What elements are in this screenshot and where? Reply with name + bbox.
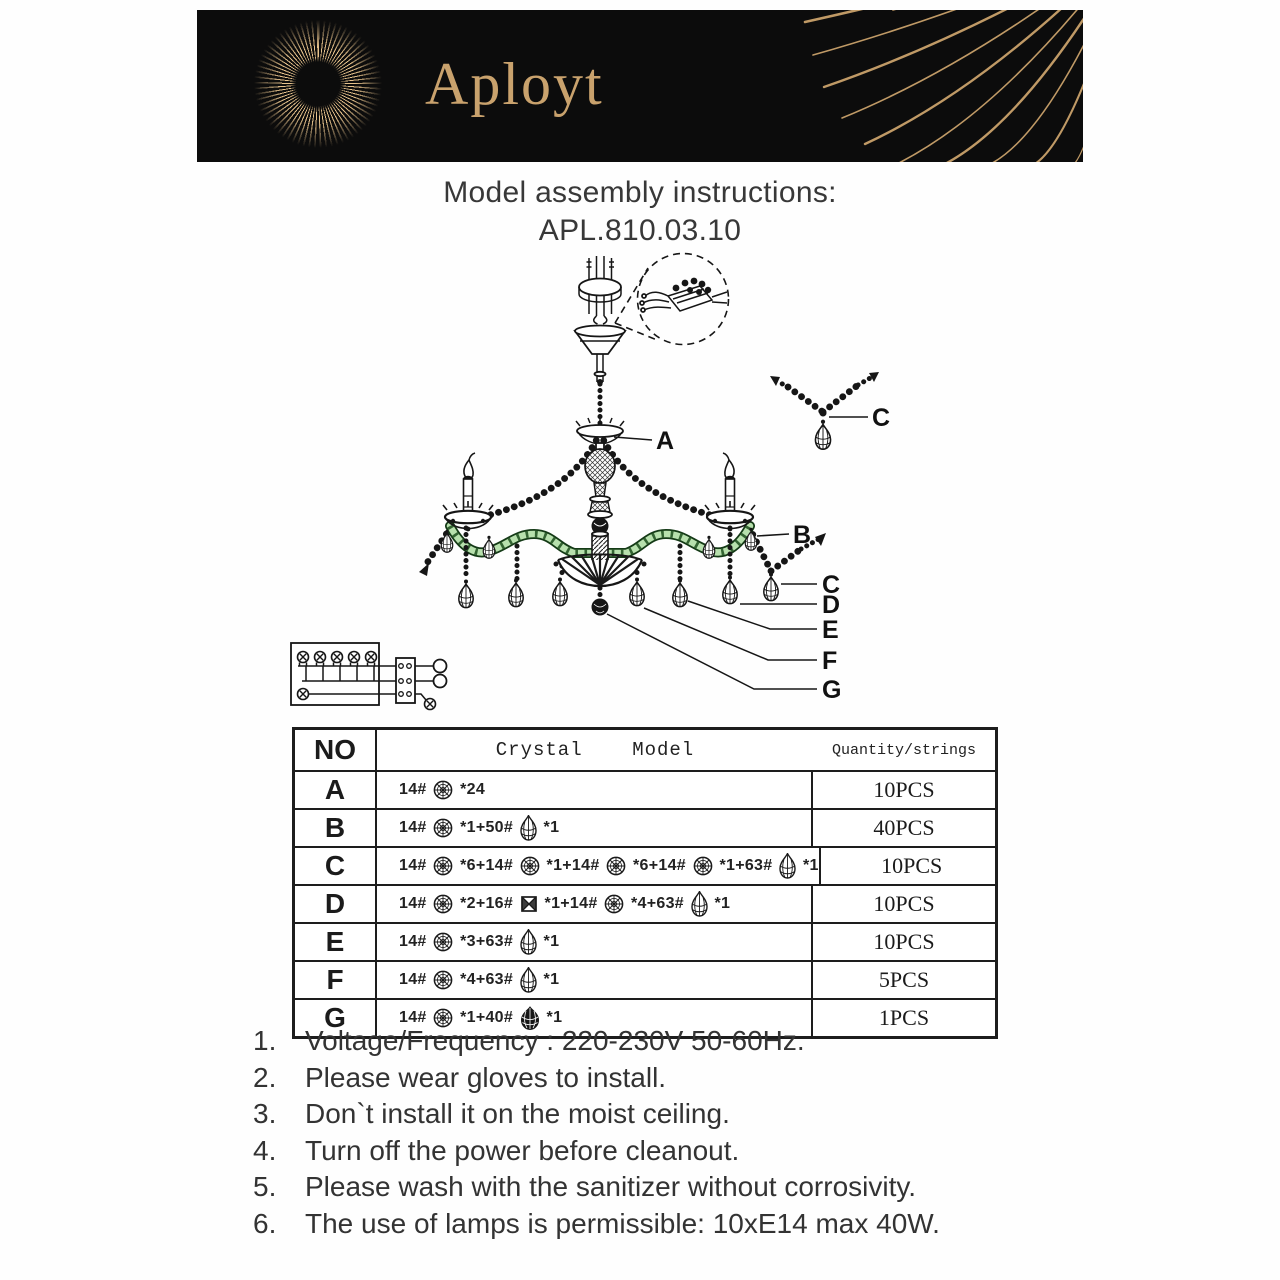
instruction-text: Turn off the power before cleanout. <box>305 1134 740 1166</box>
brand-banner <box>197 10 1083 162</box>
round-bead-icon <box>431 970 455 990</box>
quantity-cell: 1PCS <box>878 1005 930 1030</box>
model-text: *1+40# <box>455 1009 518 1026</box>
table-header-row <box>295 730 995 770</box>
right-arm-candle <box>705 453 755 531</box>
model-text: *1+63# <box>714 857 778 874</box>
row-letter: B <box>295 810 377 846</box>
canopy <box>575 326 625 355</box>
model-text: 14# <box>399 1009 432 1026</box>
instruction-number: 6. <box>253 1207 277 1239</box>
instruction-text: Don`t install it on the moist ceiling. <box>305 1098 730 1130</box>
round-bead-icon <box>691 856 715 876</box>
model-text: *2+16# <box>455 895 518 912</box>
model-text: 14# <box>399 781 432 798</box>
model-text: *4+63# <box>626 895 689 912</box>
crystal-table <box>292 727 998 1039</box>
instruction-item <box>253 1060 1073 1097</box>
page-title: Model assembly instructions: <box>443 176 837 209</box>
label-c: C <box>822 571 841 599</box>
center-column <box>554 416 647 616</box>
row-letter: C <box>295 848 377 884</box>
label-e: E <box>822 616 839 644</box>
crystal-model-cell <box>377 886 813 922</box>
table-row <box>295 846 995 884</box>
model-text: *1 <box>538 971 560 988</box>
model-text: *6+14# <box>455 857 518 874</box>
table-row <box>295 770 995 808</box>
model-text: *1 <box>538 933 560 950</box>
instruction-list <box>253 1023 1073 1242</box>
model-number: APL.810.03.10 <box>538 214 742 247</box>
label-b: B <box>793 521 812 549</box>
table-row <box>295 808 995 846</box>
round-bead-icon <box>604 856 628 876</box>
instruction-item <box>253 1206 1073 1243</box>
model-text: *1 <box>538 819 560 836</box>
bead-swag-left <box>470 433 600 520</box>
instruction-item <box>253 1096 1073 1133</box>
left-arm-candle <box>443 453 493 531</box>
quantity-cell: 10PCS <box>881 853 943 878</box>
instruction-number: 5. <box>253 1171 277 1203</box>
instruction-item <box>253 1169 1073 1206</box>
suspension-rod <box>595 354 606 385</box>
quantity-cell: 40PCS <box>873 815 935 840</box>
quantity-cell: 10PCS <box>873 891 935 916</box>
brand-wordmark: Aployt <box>425 51 604 117</box>
quantity-cell: 5PCS <box>878 967 930 992</box>
instruction-text: Please wash with the sanitizer without corrosivity. <box>305 1171 917 1203</box>
instruction-number: 4. <box>253 1134 277 1166</box>
model-text: *3+63# <box>455 933 518 950</box>
model-text: *6+14# <box>628 857 691 874</box>
model-text: 14# <box>399 857 432 874</box>
model-text: 14# <box>399 895 432 912</box>
row-letter: D <box>295 886 377 922</box>
title-block <box>0 174 1280 250</box>
instruction-text: Voltage/Frequency : 220-230V 50-60Hz. <box>305 1025 805 1057</box>
round-bead-icon <box>518 856 542 876</box>
wiring-detail-circle <box>615 254 729 345</box>
row-letter: A <box>295 772 377 808</box>
model-text: 14# <box>399 933 432 950</box>
wiring-schematic <box>291 643 447 710</box>
instruction-item <box>253 1023 1073 1060</box>
model-text: *1+14# <box>539 895 603 912</box>
teardrop-crystal-icon <box>518 967 539 993</box>
teardrop-crystal-icon <box>689 891 710 917</box>
quantity-cell: 10PCS <box>873 929 935 954</box>
assembly-diagram <box>280 248 920 726</box>
round-bead-icon <box>431 932 455 952</box>
crystal-model-cell <box>377 772 813 808</box>
table-row <box>295 960 995 998</box>
instruction-text: Please wear gloves to install. <box>305 1061 667 1093</box>
crystal-model-cell <box>377 848 821 884</box>
crystal-model-cell <box>377 924 813 960</box>
round-bead-icon <box>431 780 455 800</box>
ceiling-bracket <box>579 256 621 324</box>
row-letter: F <box>295 962 377 998</box>
instruction-item <box>253 1133 1073 1170</box>
label-c-detail: C <box>872 404 891 432</box>
model-text: 14# <box>399 971 432 988</box>
label-d: D <box>822 591 841 619</box>
round-bead-icon <box>431 818 455 838</box>
table-row <box>295 884 995 922</box>
decorative-rays-icon <box>623 10 1083 162</box>
teardrop-crystal-icon <box>518 929 539 955</box>
label-a: A <box>656 427 675 455</box>
quantity-cell: 10PCS <box>873 777 935 802</box>
row-letter: E <box>295 924 377 960</box>
model-text: 14# <box>399 819 432 836</box>
crystal-model-cell <box>377 810 813 846</box>
instruction-number: 1. <box>253 1025 277 1057</box>
round-bead-icon <box>431 894 455 914</box>
model-text: *1 <box>541 1009 563 1026</box>
model-text: *1+50# <box>455 819 518 836</box>
teardrop-crystal-icon <box>518 815 539 841</box>
instruction-number: 2. <box>253 1061 277 1093</box>
table-row <box>295 922 995 960</box>
round-bead-icon <box>431 856 455 876</box>
instruction-text: The use of lamps is permissible: 10xE14 max 40W. <box>305 1207 940 1239</box>
instruction-number: 3. <box>253 1098 277 1130</box>
column-header-no: NO <box>295 730 377 770</box>
label-f: F <box>822 647 838 675</box>
model-text: *24 <box>455 781 486 798</box>
column-header-quantity: Quantity/strings <box>831 741 977 759</box>
crystal-model-cell <box>377 962 813 998</box>
label-g: G <box>822 676 842 704</box>
model-text: *4+63# <box>455 971 518 988</box>
row-letter: G <box>295 1000 377 1036</box>
aployt-starburst-logo-icon <box>254 20 382 148</box>
round-bead-icon <box>602 894 626 914</box>
model-text: *1+14# <box>541 857 605 874</box>
teardrop-crystal-icon <box>777 853 798 879</box>
model-text: *1 <box>798 857 819 874</box>
string-detail-c <box>770 372 890 449</box>
square-bead-icon <box>518 895 540 913</box>
column-header-model: Crystal Model <box>495 739 695 761</box>
model-text: *1 <box>709 895 731 912</box>
